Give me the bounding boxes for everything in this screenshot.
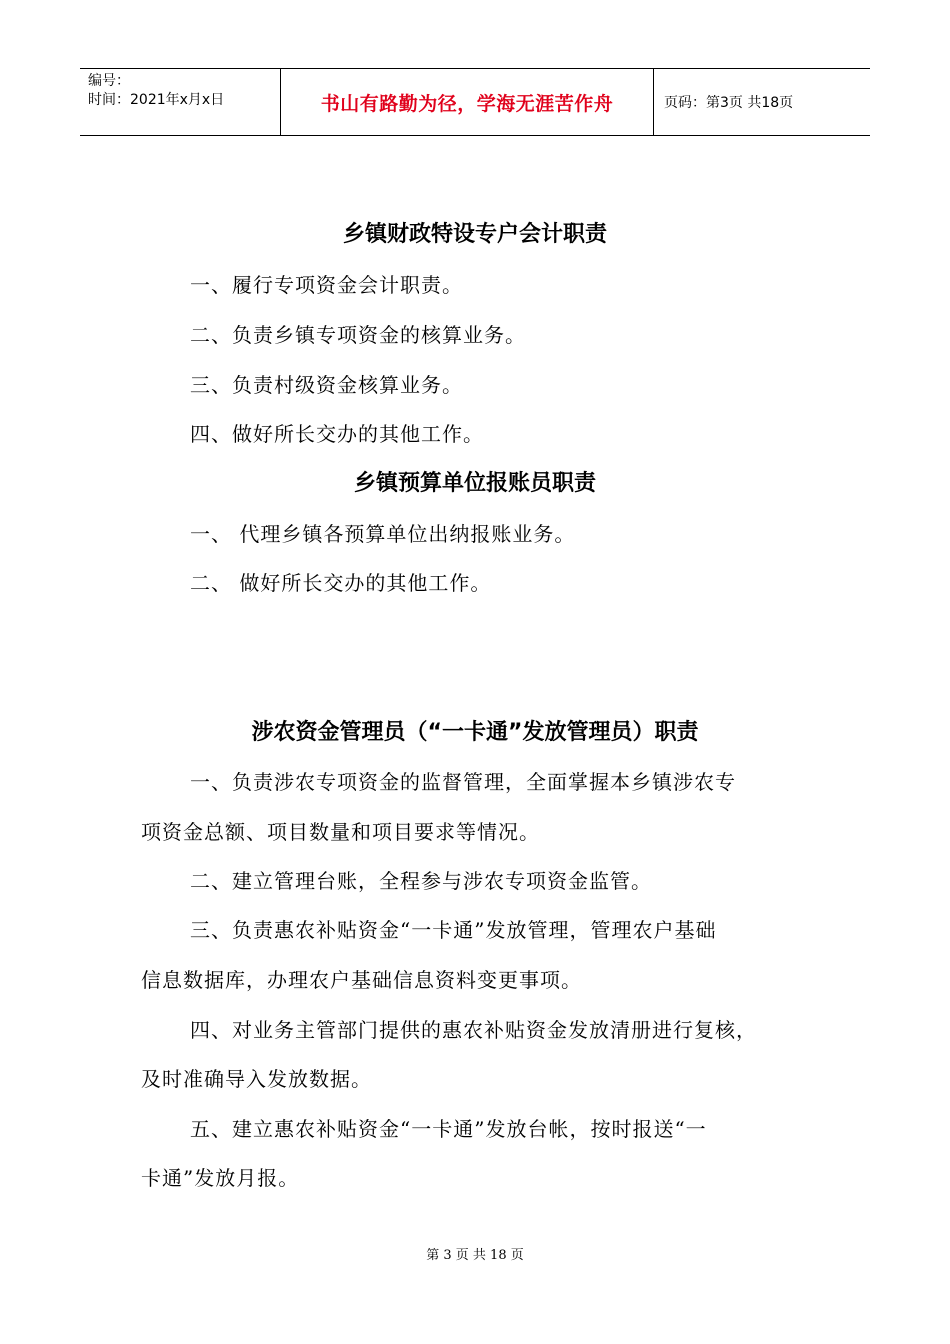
header-table (80, 68, 870, 136)
header-page-cell (654, 69, 870, 135)
duty-line: 卡通”发放月报。 (141, 1166, 300, 1190)
header-motto-cell (281, 69, 654, 135)
document-number-label: 编号： (88, 73, 130, 89)
duty-line: 二、建立管理台账，全程参与涉农专项资金监管。 (190, 869, 652, 893)
header-motto: 书山有路勤为径，学海无涯苦作舟 (320, 92, 614, 115)
duty-line: 二、负责乡镇专项资金的核算业务。 (190, 323, 526, 347)
duty-line: 一、负责涉农专项资金的监督管理，全面掌握本乡镇涉农专 (190, 770, 736, 794)
header-page-info: 页码：第3页 共18页 (664, 95, 794, 111)
duty-line: 一、 代理乡镇各预算单位出纳报账业务。 (190, 522, 576, 546)
header-meta-cell (80, 69, 281, 135)
duty-line: 四、对业务主管部门提供的惠农补贴资金发放清册进行复核， (190, 1018, 757, 1042)
duty-line: 二、 做好所长交办的其他工作。 (190, 571, 492, 595)
duty-line: 及时准确导入发放数据。 (141, 1067, 372, 1091)
section-title-budget-unit-clerk: 乡镇预算单位报账员职责 (353, 471, 596, 496)
duty-line: 四、做好所长交办的其他工作。 (190, 422, 484, 446)
duty-line: 信息数据库，办理农户基础信息资料变更事项。 (141, 968, 582, 992)
section-title-agri-fund-manager: 涉农资金管理员（“一卡通”发放管理员）职责 (251, 720, 699, 745)
section-title-special-account-accountant: 乡镇财政特设专户会计职责 (342, 222, 607, 247)
duty-line: 一、履行专项资金会计职责。 (190, 273, 463, 297)
duty-line: 三、负责惠农补贴资金“一卡通”发放管理，管理农户基础 (190, 918, 717, 942)
page-footer: 第 3 页 共 18 页 (426, 1248, 524, 1263)
duty-line: 项资金总额、项目数量和项目要求等情况。 (141, 820, 540, 844)
duty-line: 三、负责村级资金核算业务。 (190, 373, 463, 397)
duty-line: 五、建立惠农补贴资金“一卡通”发放台帐，按时报送“一 (190, 1117, 707, 1141)
document-date: 时间：2021年x月x日 (88, 92, 225, 108)
